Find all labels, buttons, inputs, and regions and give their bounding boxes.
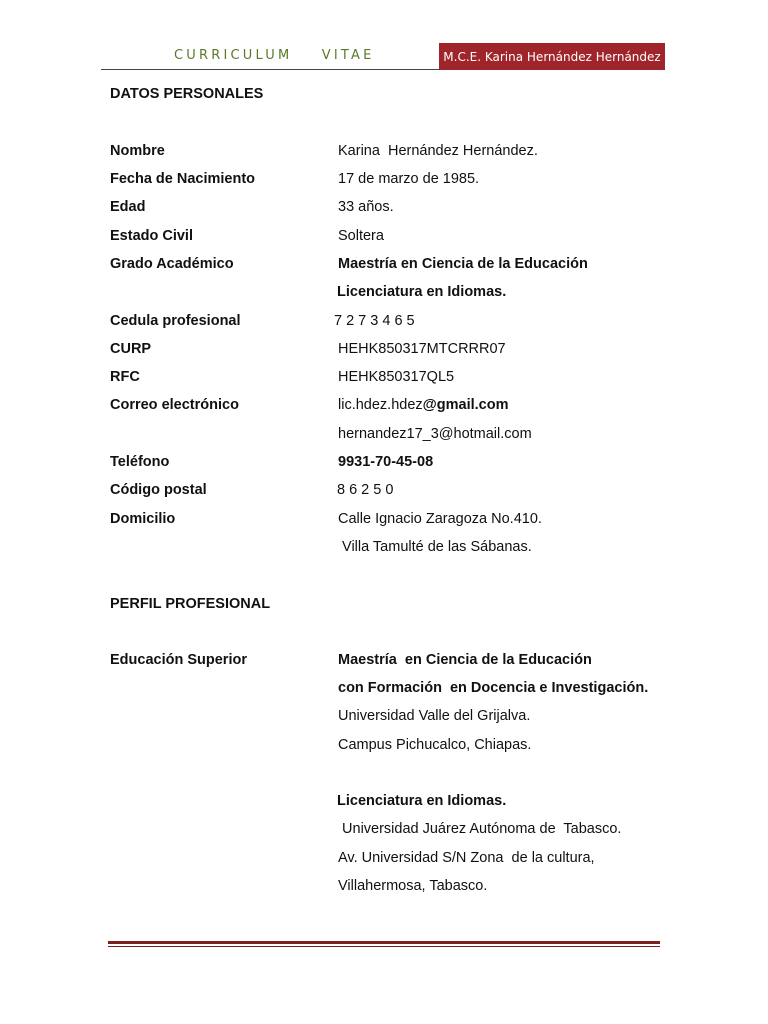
label-correo: Correo electrónico <box>110 397 239 413</box>
label-codigo-postal: Código postal <box>110 482 207 498</box>
value-licenciatura-title: Licenciatura en Idiomas. <box>337 793 507 809</box>
label-estado-civil: Estado Civil <box>110 228 193 244</box>
value-telefono: 9931-70-45-08 <box>338 454 434 470</box>
value-curp: HEHK850317MTCRRR07 <box>338 341 506 357</box>
value-domicilio-calle: Calle Ignacio Zaragoza No.410. <box>338 511 542 527</box>
value-fecha: 17 de marzo de 1985. <box>338 171 480 187</box>
value-domicilio-villa: Villa Tamulté de las Sábanas. <box>338 539 532 555</box>
correo-gmail-domain: @gmail.com <box>422 397 509 413</box>
label-edad: Edad <box>110 199 146 215</box>
header-title: CURRICULUM VITAE <box>174 48 375 63</box>
label-grado: Grado Académico <box>110 256 234 272</box>
value-maestria-title: Maestría en Ciencia de la Educación <box>338 652 592 668</box>
value-correo-hotmail: hernandez17_3@hotmail.com <box>338 426 532 442</box>
value-grado-licenciatura: Licenciatura en Idiomas. <box>337 284 507 300</box>
value-nombre: Karina Hernández Hernández. <box>338 143 538 159</box>
value-estado-civil: Soltera <box>338 228 384 244</box>
value-maestria-subtitle: con Formación en Docencia e Investigación. <box>338 680 649 696</box>
correo-gmail-user: lic.hdez.hdez <box>338 397 423 413</box>
value-maestria-campus: Campus Pichucalco, Chiapas. <box>338 737 532 753</box>
label-cedula: Cedula profesional <box>110 313 241 329</box>
value-rfc: HEHK850317QL5 <box>338 369 455 385</box>
value-licenciatura-universidad: Universidad Juárez Autónoma de Tabasco. <box>338 821 622 837</box>
section-title-perfil: PERFIL PROFESIONAL <box>110 596 271 612</box>
label-nombre: Nombre <box>110 143 165 159</box>
label-fecha: Fecha de Nacimiento <box>110 171 256 187</box>
value-cedula: 7 2 7 3 4 6 5 <box>334 313 415 329</box>
value-correo-gmail <box>338 397 509 413</box>
value-licenciatura-direccion: Av. Universidad S/N Zona de la cultura, <box>338 850 595 866</box>
label-educacion-superior: Educación Superior <box>110 652 247 668</box>
header-rule <box>101 69 440 70</box>
value-grado-maestria: Maestría en Ciencia de la Educación <box>338 256 588 272</box>
label-telefono: Teléfono <box>110 454 170 470</box>
section-title-datos: DATOS PERSONALES <box>110 86 264 102</box>
label-rfc: RFC <box>110 369 140 385</box>
footer-rule-thick <box>108 941 660 944</box>
value-licenciatura-ciudad: Villahermosa, Tabasco. <box>338 878 488 894</box>
footer-rule-thin <box>108 946 660 947</box>
label-curp: CURP <box>110 341 152 357</box>
label-domicilio: Domicilio <box>110 511 176 527</box>
value-edad: 33 años. <box>338 199 394 215</box>
value-maestria-universidad: Universidad Valle del Grijalva. <box>338 708 531 724</box>
value-codigo-postal: 8 6 2 5 0 <box>337 482 394 498</box>
header-name-box: M.C.E. Karina Hernández Hernández <box>439 43 665 70</box>
